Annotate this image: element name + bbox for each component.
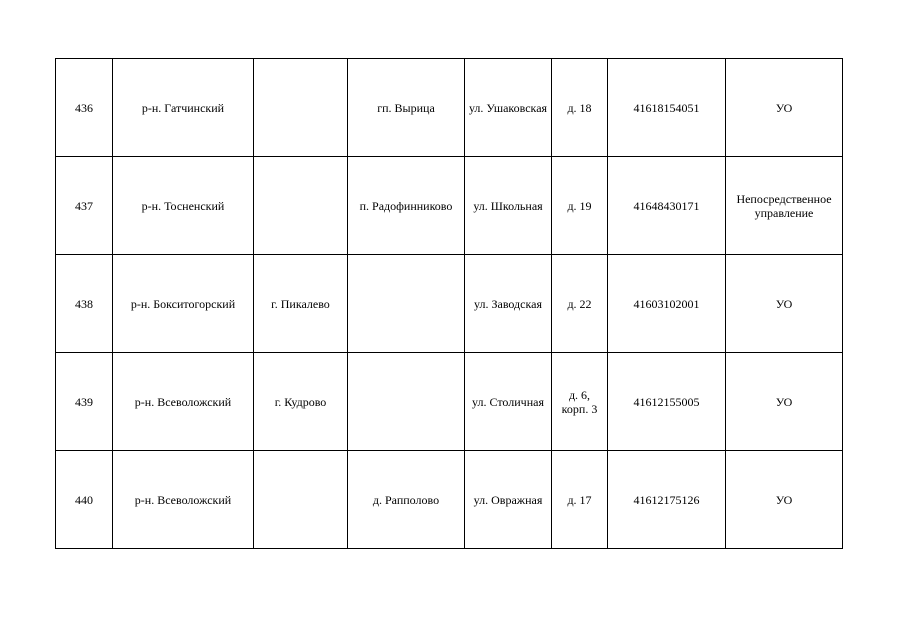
- row-number-cell: 436: [56, 59, 113, 157]
- code-cell: 41612155005: [608, 353, 726, 451]
- management-cell: УО: [726, 255, 843, 353]
- city-cell: [254, 59, 348, 157]
- district-cell: р-н. Гатчинский: [113, 59, 254, 157]
- management-cell: УО: [726, 353, 843, 451]
- table-row: [56, 59, 843, 157]
- management-cell: Непосредственное управление: [726, 157, 843, 255]
- settlement-cell: [348, 353, 465, 451]
- house-cell: д. 19: [552, 157, 608, 255]
- table-row: [56, 451, 843, 549]
- house-cell: д. 17: [552, 451, 608, 549]
- street-cell: ул. Овражная: [465, 451, 552, 549]
- row-number-cell: 438: [56, 255, 113, 353]
- code-cell: 41603102001: [608, 255, 726, 353]
- city-cell: [254, 451, 348, 549]
- settlement-cell: п. Радофинниково: [348, 157, 465, 255]
- registry-table: [55, 58, 843, 549]
- street-cell: ул. Ушаковская: [465, 59, 552, 157]
- table-row: [56, 157, 843, 255]
- street-cell: ул. Школьная: [465, 157, 552, 255]
- district-cell: р-н. Всеволожский: [113, 353, 254, 451]
- street-cell: ул. Заводская: [465, 255, 552, 353]
- city-cell: [254, 157, 348, 255]
- settlement-cell: д. Рапполово: [348, 451, 465, 549]
- district-cell: р-н. Всеволожский: [113, 451, 254, 549]
- management-cell: УО: [726, 59, 843, 157]
- code-cell: 41618154051: [608, 59, 726, 157]
- table-row: [56, 353, 843, 451]
- city-cell: г. Пикалево: [254, 255, 348, 353]
- district-cell: р-н. Тосненский: [113, 157, 254, 255]
- house-cell: д. 22: [552, 255, 608, 353]
- settlement-cell: [348, 255, 465, 353]
- district-cell: р-н. Бокситогорский: [113, 255, 254, 353]
- row-number-cell: 440: [56, 451, 113, 549]
- code-cell: 41648430171: [608, 157, 726, 255]
- code-cell: 41612175126: [608, 451, 726, 549]
- house-cell: д. 6, корп. 3: [552, 353, 608, 451]
- management-cell: УО: [726, 451, 843, 549]
- settlement-cell: гп. Вырица: [348, 59, 465, 157]
- table-row: [56, 255, 843, 353]
- city-cell: г. Кудрово: [254, 353, 348, 451]
- street-cell: ул. Столичная: [465, 353, 552, 451]
- row-number-cell: 437: [56, 157, 113, 255]
- house-cell: д. 18: [552, 59, 608, 157]
- row-number-cell: 439: [56, 353, 113, 451]
